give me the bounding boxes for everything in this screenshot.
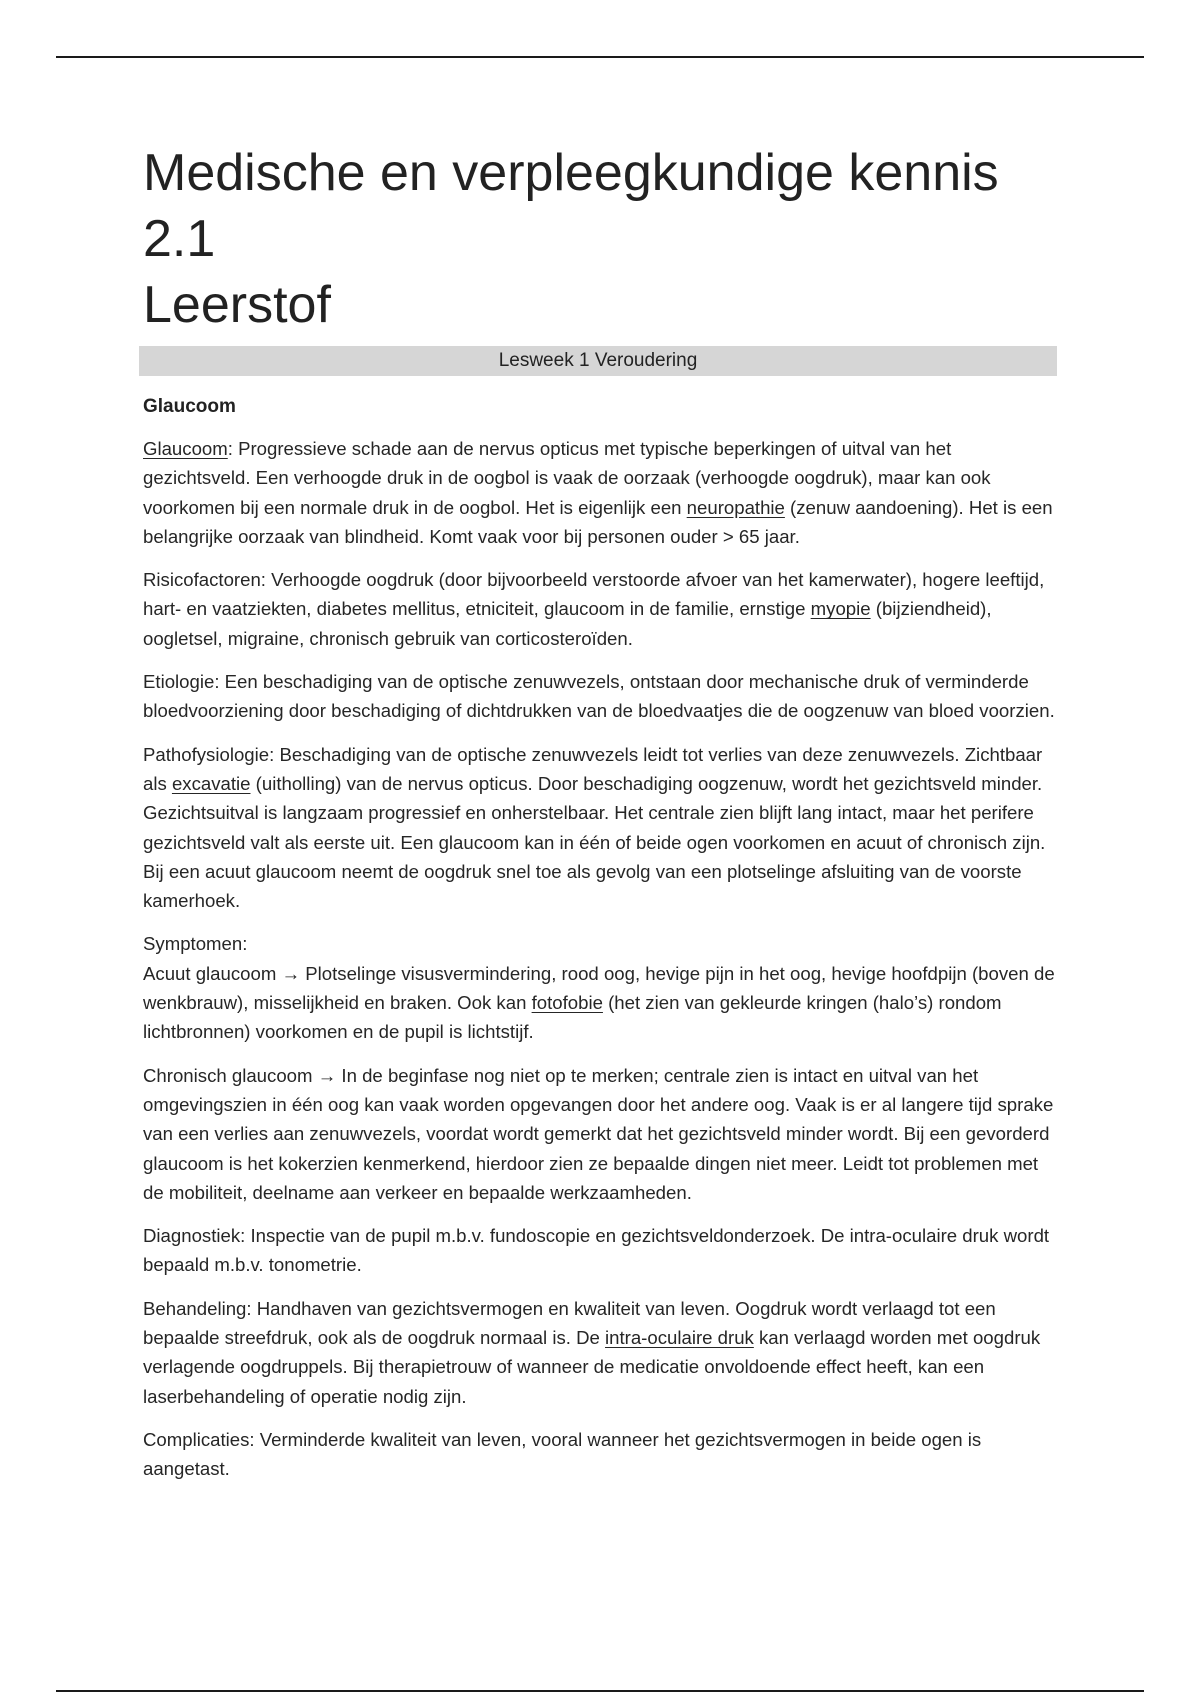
paragraph-chronic: Chronisch glaucoom → In de beginfase nog niet op te merken; centrale zien is intact en uitval van het omgevingszien in één oog kan vaak worden opgevangen door het andere oog. Vaak is er al langere tijd sprake van een verlies aan zenuwvezels, voordat wordt gemerkt dat het gezichtsveld minder wordt. Bij een gevorderd glaucoom is het kokerzien kenmerkend, hierdoor zien ze bepaalde dingen niet meer. Leidt tot problemen met de mobiliteit, deelname aan verkeer en bepaalde werkzaamheden. [143,1064,1054,1203]
text: (zenuw aandoening). Het is een belangrijke oorzaak van blindheid. Komt vaak voor bij personen ouder > 65 jaar. [143,496,1053,547]
section-heading: Glaucoom [143,396,236,417]
term-intra-oculaire-druk: intra-oculaire druk [605,1327,754,1349]
term-myopie: myopie [810,598,871,620]
text: (uitholling) van de nervus opticus. Door beschadiging oogzenuw, wordt het gezichtsveld minder. Gezichtsuitval is langzaam progressief en onherstelbaar. Het centrale zien blijft lang intact, maar het perifere gezichtsveld valt als eerste uit. Een glaucoom kan in één of beide ogen voorkomen en acuut of chronisch zijn. Bij een acuut glaucoom neemt de oogdruk snel toe als gevolg van een plotselinge afsluiting van de voorste kamerhoek. [143,772,1046,912]
term-excavatie: excavatie [171,772,251,794]
text: Risicofactoren: Verhoogde oogdruk (door bijvoorbeeld verstoorde afvoer van het kamerwater), hogere leeftijd, hart- en vaatziekten, diabetes mellitus, etniciteit, glaucoom in de familie, ernstige [143,569,1045,620]
text: Behandeling: Handhaven van gezichtsvermogen en kwaliteit van leven. Oogdruk wordt verlaagd tot een bepaalde streefdruk, ook als de oogdruk normaal is. De [143,1297,996,1349]
text: kan verlaagd worden met oogdruk verlagende oogdruppels. Bij therapietrouw of wanneer de medicatie onvoldoende effect heeft, kan een laserbehandeling of operatie nodig zijn. [143,1327,1041,1407]
paragraph-symptoms [143,929,1063,1046]
section-band: Lesweek 1 Veroudering [139,346,1057,376]
text: : Progressieve schade aan de nervus opticus met typische beperkingen of uitval van het gezichtsveld. Een verhoogde druk in de oogbol is vaak de oorzaak (verhoogde oogdruk), maar kan ook voorkomen bij een normale druk in de oogbol. Het is eigenlijk een [143,438,991,518]
paragraph-definition [143,434,1063,551]
text: (bijziendheid), oogletsel, migraine, chronisch gebruik van corticosteroïden. [143,598,992,649]
term-fotofobie: fotofobie [531,992,603,1014]
text: Pathofysiologie: Beschadiging van de optische zenuwvezels leidt tot verlies van deze zenuwvezels. Zichtbaar als [143,743,1043,794]
bottom-rule [56,1690,1144,1692]
top-rule [56,56,1144,58]
paragraph-diagnostics: Diagnostiek: Inspectie van de pupil m.b.v. fundoscopie en gezichtsveldonderzoek. De intra-oculaire druk wordt bepaald m.b.v. tonometrie. [143,1225,1050,1276]
paragraph-etiology: Etiologie: Een beschadiging van de optische zenuwvezels, ontstaan door mechanische druk of verminderde bloedvoorziening door beschadiging of dichtdrukken van de bloedvaatjes die de oogzenuw van bloed voorzien. [143,671,1055,722]
paragraph-pathophysiology [143,740,1063,916]
title-line-1: Medische en verpleegkundige kennis 2.1 [143,144,999,268]
text: Acuut glaucoom → Plotselinge visusvermindering, rood oog, hevige pijn in het oog, hevige hoofdpijn (boven de wenkbrauw), misselijkheid en braken. Ook kan [143,962,1055,1014]
symptoms-label: Symptomen: [143,933,248,955]
text: (het zien van gekleurde kringen (halo’s) rondom lichtbronnen) voorkomen en de pupil is lichtstijf. [143,992,1002,1043]
term-neuropathie: neuropathie [686,496,785,518]
paragraph-complications: Complicaties: Verminderde kwaliteit van leven, vooral wanneer het gezichtsvermogen in beide ogen is aangetast. [143,1428,982,1480]
term-glaucoom: Glaucoom [143,438,228,459]
document-title [143,140,1063,338]
paragraph-risk-factors [143,565,1063,653]
document-body [143,140,1063,1484]
paragraph-treatment [143,1294,1063,1411]
title-line-2: Leerstof [143,276,331,334]
